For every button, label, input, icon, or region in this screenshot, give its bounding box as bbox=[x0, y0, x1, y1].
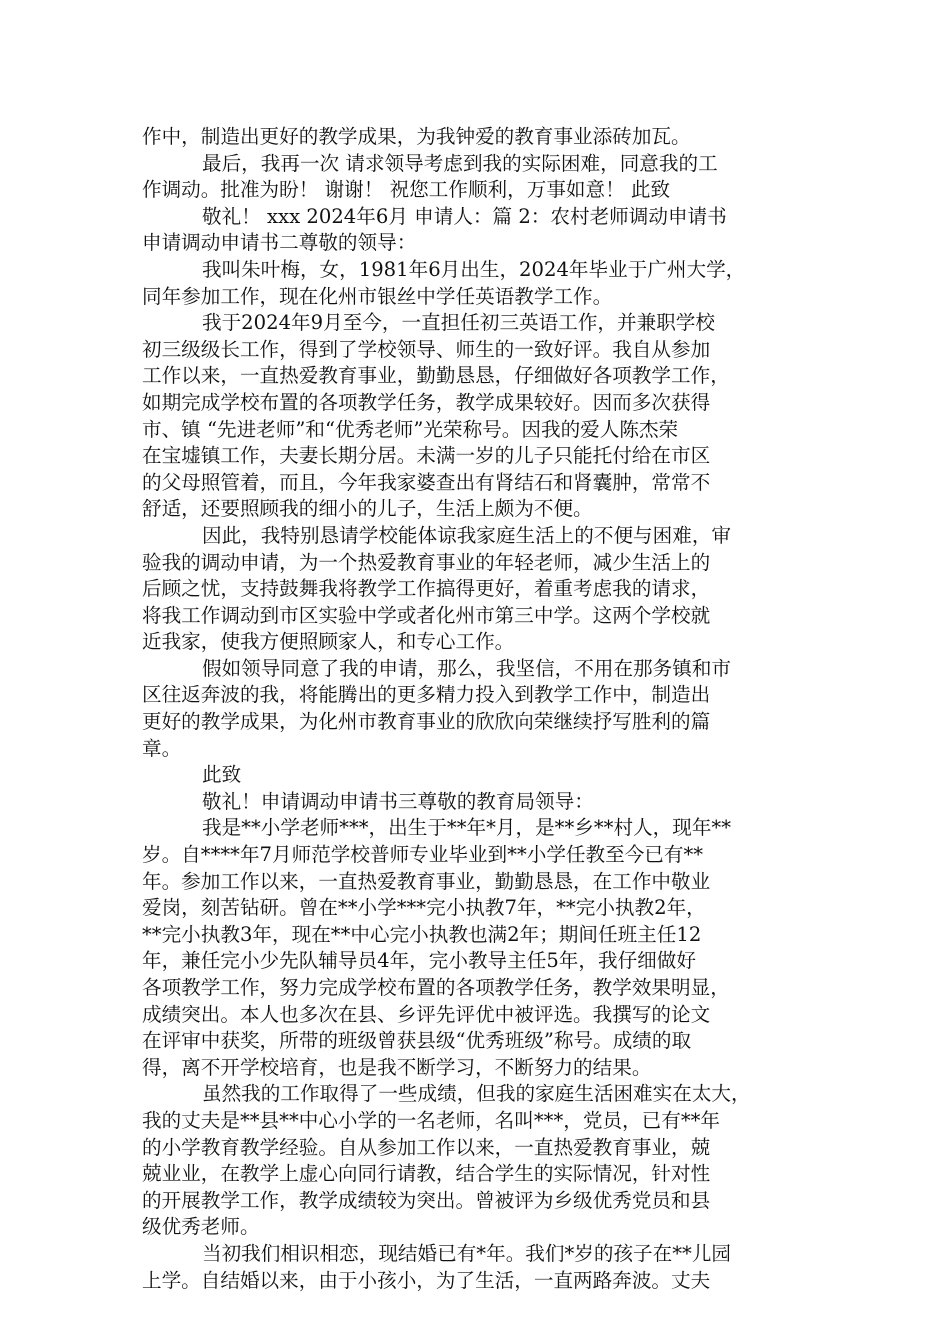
text-line: 工作以来，一直热爱教育事业，勤勤恳恳，仔细做好各项教学工作， bbox=[142, 364, 730, 388]
text-line: 作中，制造出更好的教学成果，为我钟爱的教育事业添砖加瓦。 bbox=[142, 125, 691, 148]
text-line: 近我家，使我方便照顾家人，和专心工作。 bbox=[142, 630, 515, 654]
text-line: 假如领导同意了我的申请，那么，我坚信，不用在那务镇和市 bbox=[202, 656, 732, 680]
document-body bbox=[142, 124, 824, 1294]
text-line: 最后，我再一次 请求领导考虑到我的实际困难，同意我的工 bbox=[202, 151, 718, 175]
text-line: 舒适，还要照顾我的细小的儿子，生活上颇为不便。 bbox=[142, 497, 593, 521]
text-line: 级优秀老师。 bbox=[142, 1215, 260, 1239]
text-line: 将我工作调动到市区实验中学或者化州市第三中学。这两个学校就 bbox=[142, 603, 711, 627]
text-line: 申请调动申请书二尊敬的领导： bbox=[142, 231, 417, 255]
text-line: 验我的调动申请，为一个热爱教育事业的年轻老师，减少生活上的 bbox=[142, 550, 711, 574]
text-line: 作调动。批准为盼！ 谢谢！ 祝您工作顺利，万事如意！ 此致 bbox=[142, 178, 671, 202]
text-line: 区往返奔波的我，将能腾出的更多精力投入到教学工作中，制造出 bbox=[142, 683, 711, 707]
text-line: 兢业业，在教学上虚心向同行请教，结合学生的实际情况，针对性 bbox=[142, 1162, 711, 1186]
text-line: 章。 bbox=[142, 736, 182, 760]
text-line: **完小执教3年，现在**中心完小执教也满2年；期间任班主任12 bbox=[142, 922, 702, 946]
text-line: 上学。自结婚以来，由于小孩小，为了生活，一直两路奔波。丈夫 bbox=[142, 1268, 711, 1292]
text-line: 的小学教育教学经验。自从参加工作以来，一直热爱教育事业，兢 bbox=[142, 1135, 711, 1159]
text-line: 我的丈夫是**县**中心小学的一名老师，名叫***，党员，已有**年 bbox=[142, 1108, 721, 1132]
text-line: 后顾之忧，支持鼓舞我将教学工作搞得更好，着重考虑我的请求， bbox=[142, 577, 711, 601]
text-line: 因此，我特别恳请学校能体谅我家庭生活上的不便与困难，审 bbox=[202, 523, 732, 547]
text-line: 年。参加工作以来，一直热爱教育事业，勤勤恳恳，在工作中敬业 bbox=[142, 869, 711, 893]
text-line: 敬礼！申请调动申请书三尊敬的教育局领导： bbox=[202, 789, 594, 813]
text-line: 此致 bbox=[202, 763, 242, 787]
text-line: 各项教学工作，努力完成学校布置的各项教学任务，教学效果明显， bbox=[142, 976, 730, 999]
text-line: 得，离不开学校培育，也是我不断学习，不断努力的结果。 bbox=[142, 1055, 652, 1079]
text-line: 初三级级长工作，得到了学校领导、师生的一致好评。我自从参加 bbox=[142, 337, 711, 361]
text-line: 更好的教学成果，为化州市教育事业的欣欣向荣继续抒写胜利的篇 bbox=[142, 710, 711, 734]
text-line: 我叫朱叶梅，女，1981年6月出生，2024年毕业于广州大学， bbox=[202, 257, 746, 281]
text-line: 当初我们相识相恋，现结婚已有*年。我们*岁的孩子在**儿园 bbox=[202, 1241, 732, 1265]
text-line: 我于2024年9月至今，一直担任初三英语工作，并兼职学校 bbox=[202, 311, 715, 335]
text-line: 如期完成学校布置的各项教学任务，教学成果较好。因而多次获得 bbox=[142, 390, 711, 414]
text-line: 的开展教学工作，教学成绩较为突出。曾被评为乡级优秀党员和县 bbox=[142, 1188, 711, 1212]
text-line: 市、镇 “先进老师”和“优秀老师”光荣称号。因我的爱人陈杰荣 bbox=[142, 417, 679, 441]
text-line: 在宝墟镇工作，夫妻长期分居。未满一岁的儿子只能托付给在市区 bbox=[142, 444, 711, 468]
text-line: 成绩突出。本人也多次在县、乡评先评优中被评选。我撰写的论文 bbox=[142, 1002, 711, 1026]
text-line: 爱岗，刻苦钻研。曾在**小学***完小执教7年，**完小执教2年， bbox=[142, 896, 706, 920]
text-line: 我是**小学老师***，出生于**年*月，是**乡**村人，现年** bbox=[202, 816, 732, 840]
text-line: 的父母照管着，而且，今年我家婆查出有肾结石和肾囊肿，常常不 bbox=[142, 470, 711, 494]
text-line: 年，兼任完小少先队辅导员4年，完小教导主任5年，我仔细做好 bbox=[142, 949, 696, 973]
text-line: 虽然我的工作取得了一些成绩，但我的家庭生活困难实在太大， bbox=[202, 1082, 751, 1106]
text-line: 敬礼！ xxx 2024年6月 申请人：篇 2：农村老师调动申请书 bbox=[202, 204, 727, 228]
text-line: 同年参加工作，现在化州市银丝中学任英语教学工作。 bbox=[142, 284, 613, 308]
text-line: 在评审中获奖，所带的班级曾获县级“优秀班级”称号。成绩的取 bbox=[142, 1029, 692, 1053]
text-line: 岁。自****年7月师范学校普师专业毕业到**小学任教至今已有** bbox=[142, 843, 704, 867]
